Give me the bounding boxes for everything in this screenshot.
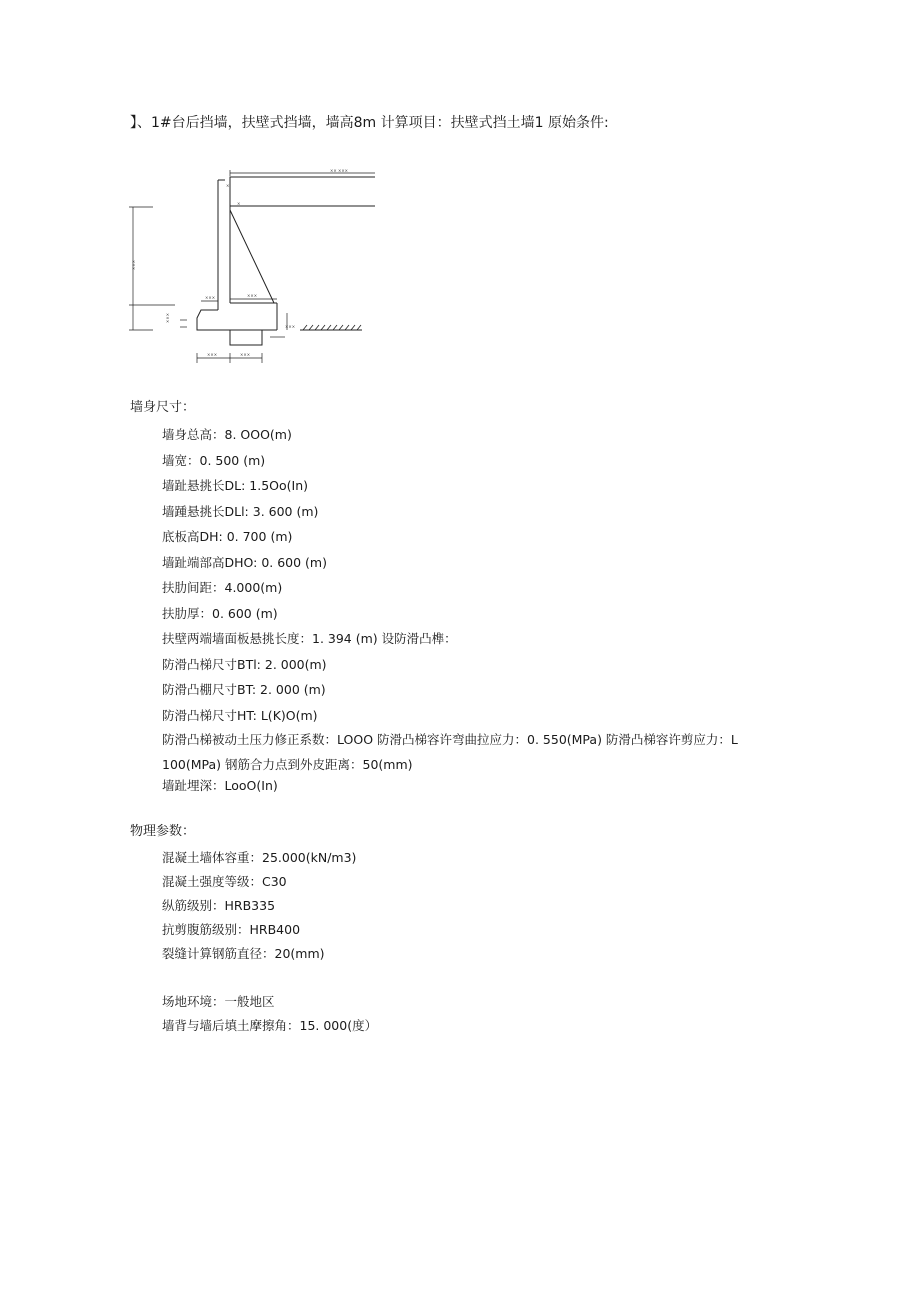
dim-small-2: ×	[237, 201, 241, 206]
list-item: 墙趾端部高DHO: 0. 600 (m)	[162, 554, 327, 570]
list-item: 墙趾悬挑长DL: 1.5Oo(In)	[162, 478, 309, 493]
dim-bottom-right: ×××	[240, 352, 251, 357]
dim-small-1: ×	[226, 183, 230, 188]
list-item: 底板高DH: 0. 700 (m)	[162, 529, 293, 544]
wall-body-last	[162, 776, 278, 802]
dim-toe-height: ×××	[165, 312, 170, 323]
anti-slide-paragraph: 防滑凸梯被动土压力修正系数：LOOO 防滑凸梯容许弯曲拉应力：0. 550(MPa) 防滑凸梯容许剪应力：L 100(MPa) 钢筋合力点到外皮距离：50(mm)	[162, 732, 738, 772]
list-item: 纵筋级别：HRB335	[162, 898, 276, 913]
list-item: 墙身总高：8. OOO(m)	[162, 427, 292, 442]
dim-right-side: ×××	[285, 324, 296, 329]
wall-body-list	[162, 425, 457, 731]
list-item: 场地环境：一般地区	[162, 994, 275, 1009]
buttress-line	[230, 210, 274, 303]
list-item: 墙背与墙后填土摩擦角：15. 000(度）	[162, 1018, 378, 1033]
page-heading: 】、1#台后挡墙，扶壁式挡墙，墙高8m 计算项目：扶壁式挡土墙1 原始条件:	[130, 115, 609, 131]
list-item: 扶肋厚：0. 600 (m)	[162, 605, 278, 621]
list-item: 防滑凸梯尺寸HT: L(K)O(m)	[162, 707, 318, 723]
wall-body-title: 墙身尺寸：	[130, 400, 196, 415]
list-item: 裂缝计算钢筋直径：20(mm)	[162, 946, 325, 961]
dim-wall-height: ×××	[131, 259, 136, 270]
dim-top-width: ×× ×××	[330, 168, 349, 173]
list-item: 墙宽：0. 500 (m)	[162, 452, 266, 468]
physical-title: 物理参数：	[130, 824, 196, 839]
retaining-wall-diagram	[125, 165, 375, 375]
list-item: 防滑凸梯尺寸BTl: 2. 000(m)	[162, 656, 327, 672]
list-item: 抗剪腹筋级别：HRB400	[162, 922, 301, 937]
physical-list	[162, 848, 356, 968]
dim-heel-top: ×××	[247, 293, 258, 298]
site-list	[162, 992, 377, 1040]
list-item: 墙趾埋深：LooO(In)	[162, 778, 278, 793]
list-item: 扶肋间距：4.000(m)	[162, 580, 283, 595]
list-item: 墙踵悬挑长DLl: 3. 600 (m)	[162, 503, 319, 519]
dim-toe-top: ×××	[205, 295, 216, 300]
dim-bottom-left: ×××	[207, 352, 218, 357]
list-item: 混凝土墙体容重：25.000(kN∕m3)	[162, 850, 357, 865]
list-item: 防滑凸棚尺寸BT: 2. 000 (m)	[162, 682, 326, 697]
list-item: 混凝土强度等级：C30	[162, 874, 287, 889]
list-item: 扶壁两端墙面板悬挑长度：1. 394 (m) 设防滑凸榫：	[162, 631, 457, 646]
backfill-top-rect	[230, 177, 375, 206]
